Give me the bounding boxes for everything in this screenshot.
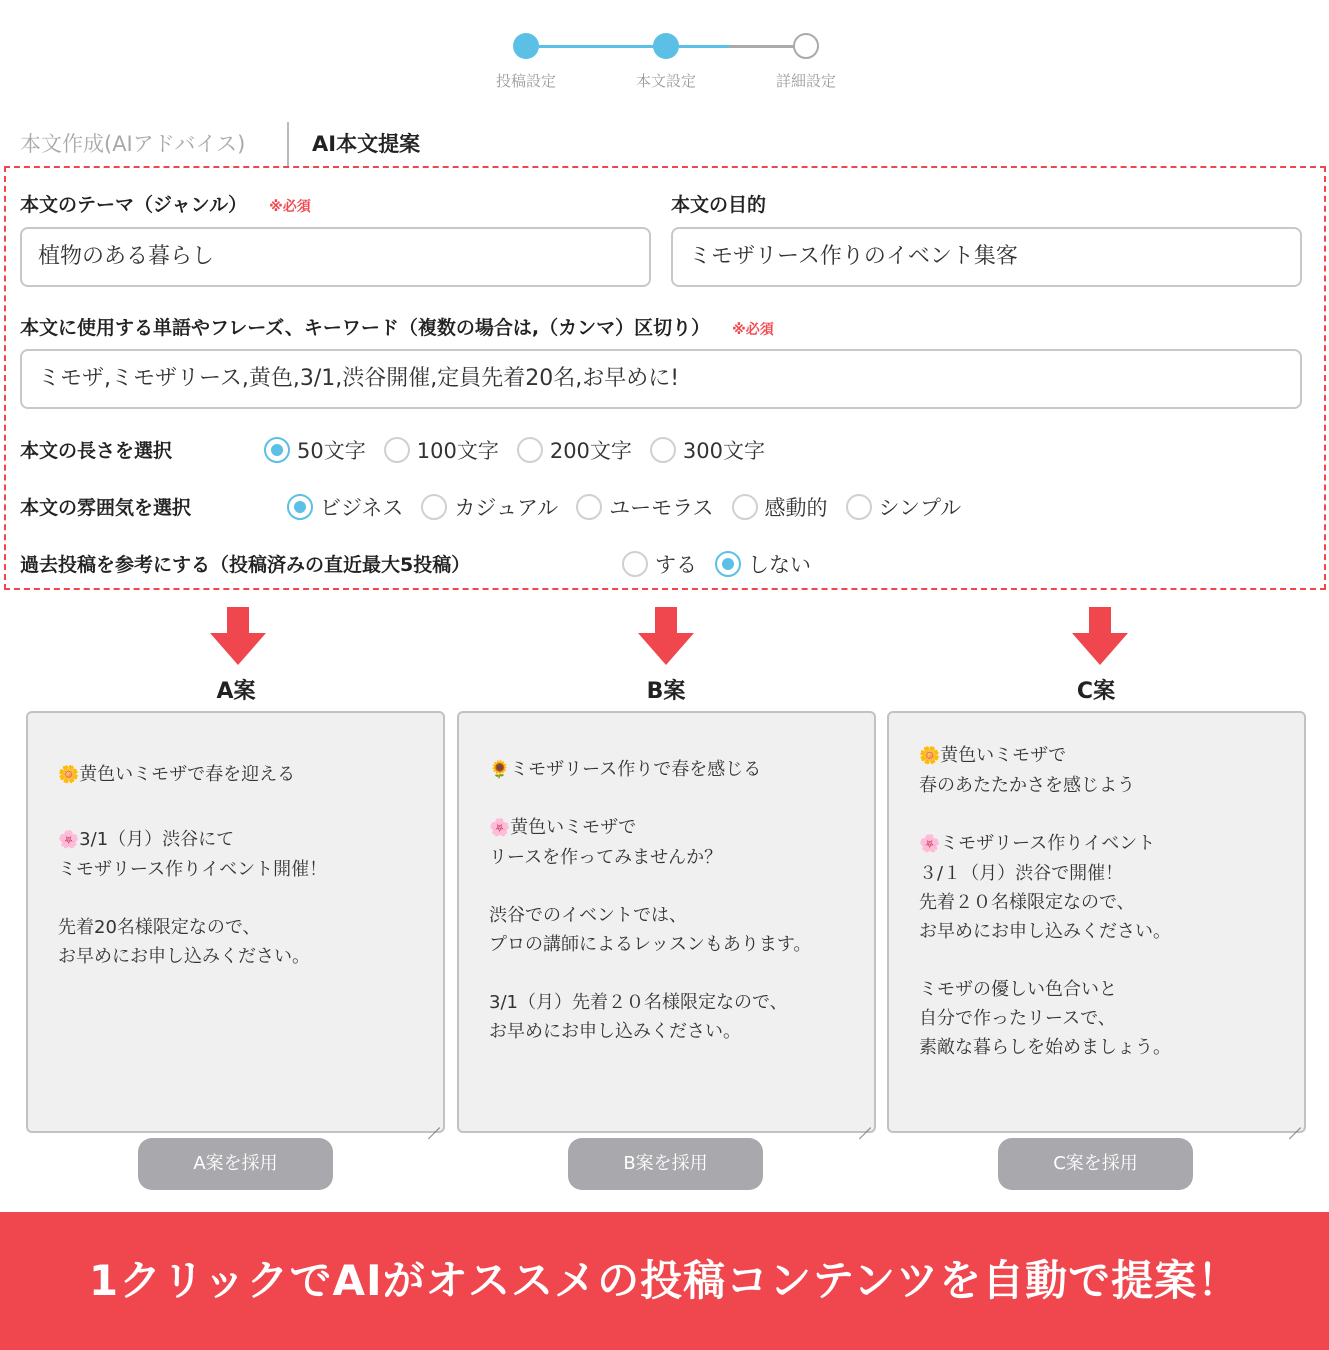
adopt-plan-a-button[interactable]: A案を採用 xyxy=(138,1138,333,1190)
plan-a-textarea[interactable] xyxy=(26,711,445,1133)
plan-a-line-1: 黄色いミモザで春を迎える xyxy=(79,764,296,785)
radio-label: 300文字 xyxy=(682,439,766,463)
radio-circle xyxy=(517,437,543,463)
radio-label: 100文字 xyxy=(416,439,499,463)
radio-label: ビジネス xyxy=(320,496,404,520)
mood-radio-business[interactable] xyxy=(287,492,403,522)
length-radio-200[interactable] xyxy=(517,435,632,465)
step-dot-1 xyxy=(513,33,539,59)
step-label-2: 本文設定 xyxy=(635,72,696,90)
daisy-icon: 🌼 xyxy=(58,765,80,785)
step-dot-2 xyxy=(653,33,679,59)
promo-banner: 1クリックでAIがオススメの投稿コンテンツを自動で提案！ xyxy=(0,1212,1329,1350)
radio-label: しない xyxy=(748,553,811,577)
step-line-2 xyxy=(679,45,729,48)
mood-radio-humorous[interactable] xyxy=(576,492,713,522)
length-radio-50[interactable] xyxy=(264,435,366,465)
step-line-1 xyxy=(539,45,666,48)
plan-b-body-block xyxy=(489,813,811,1046)
adopt-plan-b-button[interactable]: B案を採用 xyxy=(568,1138,763,1190)
past-posts-radio-yes[interactable] xyxy=(622,549,697,579)
cherry-blossom-icon: 🌸 xyxy=(58,830,80,850)
radio-circle xyxy=(622,551,648,577)
mood-label: 本文の雰囲気を選択 xyxy=(20,497,192,519)
length-radio-100[interactable] xyxy=(384,435,499,465)
radio-circle xyxy=(715,551,741,577)
length-radio-group xyxy=(264,435,783,465)
mood-radio-group xyxy=(287,492,979,522)
down-arrow-icon xyxy=(638,607,694,665)
radio-label: 200文字 xyxy=(549,439,632,463)
mood-radio-simple[interactable] xyxy=(846,492,962,522)
plan-c-textarea[interactable] xyxy=(887,711,1306,1133)
theme-input[interactable]: 植物のある暮らし xyxy=(20,227,651,287)
radio-circle xyxy=(264,437,290,463)
step-label-1: 投稿設定 xyxy=(495,72,556,90)
past-posts-radio-no[interactable] xyxy=(715,549,811,579)
radio-circle xyxy=(421,494,447,520)
length-label: 本文の長さを選択 xyxy=(20,440,173,462)
radio-label: 感動的 xyxy=(764,496,828,520)
radio-circle xyxy=(287,494,313,520)
plan-b-headline xyxy=(489,755,761,785)
down-arrow-icon xyxy=(210,607,266,665)
step-label-3: 詳細設定 xyxy=(775,72,836,90)
theme-required-badge: ※必須 xyxy=(269,199,311,215)
plan-a-headline xyxy=(58,760,295,790)
tab-ai-advice[interactable]: 本文作成(AIアドバイス) xyxy=(20,132,246,156)
purpose-label: 本文の目的 xyxy=(671,194,767,216)
resize-handle[interactable] xyxy=(428,1116,440,1128)
purpose-input[interactable]: ミモザリース作りのイベント集客 xyxy=(671,227,1302,287)
step-dot-3 xyxy=(793,33,819,59)
plan-c-body-block xyxy=(919,829,1171,1062)
sunflower-icon: 🌻 xyxy=(489,760,511,780)
plan-b-body: 黄色いミモザで リースを作ってみませんか？ 渋谷でのイベントでは、 プロの講師によるレッスンもあります。 3/1（月）先着２０名様限定なので、 お早めにお申し込みください。 xyxy=(489,817,812,1042)
resize-handle[interactable] xyxy=(859,1116,871,1128)
theme-label-text: 本文のテーマ（ジャンル） xyxy=(20,194,248,216)
down-arrow-icon xyxy=(1072,607,1128,665)
radio-label: する xyxy=(655,553,697,577)
plan-c-headline xyxy=(919,741,1135,800)
keywords-label-text: 本文に使用する単語やフレーズ、キーワード（複数の場合は,（カンマ）区切り） xyxy=(20,317,711,339)
plan-c-title: C案 xyxy=(1076,679,1116,704)
plan-a-body: 3/1（月）渋谷にて ミモザリース作りイベント開催！ 先着20名様限定なので、 お早めにお申し込みください。 xyxy=(58,829,328,967)
cherry-blossom-icon: 🌸 xyxy=(919,834,941,854)
past-posts-radio-group xyxy=(622,549,829,579)
plan-a-body-block xyxy=(58,825,327,971)
plan-b-line-1: ミモザリース作りで春を感じる xyxy=(510,759,762,780)
radio-label: カジュアル xyxy=(454,496,559,520)
mood-radio-emotional[interactable] xyxy=(732,492,828,522)
cherry-blossom-icon: 🌸 xyxy=(489,818,511,838)
mood-radio-casual[interactable] xyxy=(421,492,558,522)
theme-label xyxy=(20,190,311,217)
plan-c-line-1: 黄色いミモザで 春のあたたかさを感じよう xyxy=(919,745,1135,796)
tab-divider xyxy=(287,122,289,166)
keywords-required-badge: ※必須 xyxy=(732,322,774,338)
plan-b-textarea[interactable] xyxy=(457,711,876,1133)
radio-circle xyxy=(576,494,602,520)
keywords-input[interactable]: ミモザ,ミモザリース,黄色,3/1,渋谷開催,定員先着20名,お早めに! xyxy=(20,349,1302,409)
daisy-icon: 🌼 xyxy=(919,746,941,766)
radio-circle xyxy=(732,494,758,520)
tab-ai-proposal[interactable]: AI本文提案 xyxy=(312,132,421,156)
past-posts-label: 過去投稿を参考にする（投稿済みの直近最大5投稿） xyxy=(20,554,471,576)
length-radio-300[interactable] xyxy=(650,435,765,465)
plan-c-body: ミモザリース作りイベント ３/１（月）渋谷で開催！ 先着２０名様限定なので、 お早めにお申し込みください。 ミモザの優しい色合いと 自分で作ったリースで、 素敵な暮らしを始めましょう。 xyxy=(919,833,1171,1058)
keywords-label xyxy=(20,313,774,340)
radio-label: 50文字 xyxy=(297,439,366,463)
plan-b-title: B案 xyxy=(646,679,686,704)
plan-a-title: A案 xyxy=(216,679,256,704)
radio-circle xyxy=(846,494,872,520)
radio-circle xyxy=(650,437,676,463)
radio-label: シンプル xyxy=(878,496,962,520)
adopt-plan-c-button[interactable]: C案を採用 xyxy=(998,1138,1193,1190)
progress-stepper xyxy=(0,0,1329,110)
radio-label: ユーモラス xyxy=(609,496,714,520)
resize-handle[interactable] xyxy=(1289,1116,1301,1128)
radio-circle xyxy=(384,437,410,463)
